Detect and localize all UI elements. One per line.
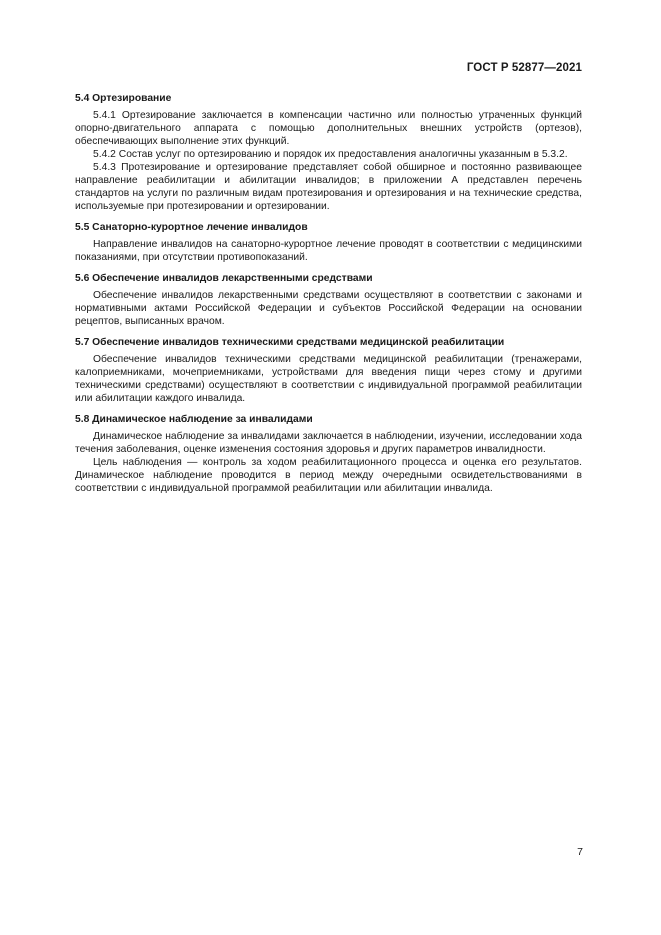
section-heading: 5.4 Ортезирование xyxy=(75,93,172,104)
paragraph: Динамическое наблюдение за инвалидами заключается в наблюдении, изучении, исследовании хода течения заболевания, оценке изменения состояния здоровья и других параметров инвалидности. xyxy=(75,431,582,455)
paragraph: Цель наблюдения — контроль за ходом реабилитационного процесса и оценка его результатов. Динамическое наблюдение проводится в период между очередными освидетельствованиями в соответствии с индивидуальной программой реабилитации или абилитации инвалида. xyxy=(75,457,582,494)
section-heading: 5.6 Обеспечение инвалидов лекарственными средствами xyxy=(75,273,373,284)
page-number: 7 xyxy=(577,846,583,858)
section-5-6 xyxy=(75,272,582,328)
section-5-8 xyxy=(75,413,582,495)
paragraph: 5.4.2 Состав услуг по ортезированию и порядок их предоставления аналогичны указанным в 5.3.2. xyxy=(93,149,568,160)
section-heading: 5.8 Динамическое наблюдение за инвалидами xyxy=(75,414,313,425)
section-heading: 5.7 Обеспечение инвалидов техническими средствами медицинской реабилитации xyxy=(75,337,505,348)
section-heading: 5.5 Санаторно-курортное лечение инвалидов xyxy=(75,222,308,233)
paragraph: Обеспечение инвалидов техническими средствами медицинской реабилитации (тренажерами, калоприемниками, мочеприемниками, устройствами для введения пищи через стому и другими техническими средствами) осуществляют в соответствии с индивидуальной программой реабилитации или абилитации каждого инвалида. xyxy=(75,354,582,404)
section-5-7 xyxy=(75,336,582,405)
paragraph: Направление инвалидов на санаторно-курортное лечение проводят в соответствии с медицинскими показаниями, при отсутствии противопоказаний. xyxy=(75,239,582,263)
document-id-header: ГОСТ Р 52877—2021 xyxy=(466,62,582,74)
section-5-4 xyxy=(75,92,582,213)
paragraph: Обеспечение инвалидов лекарственными средствами осуществляют в соответствии с законами и нормативными актами Российской Федерации и субъектов Российской Федерации на основании рецептов, выписанных врачом. xyxy=(75,290,582,327)
section-5-5 xyxy=(75,221,582,264)
paragraph: 5.4.3 Протезирование и ортезирование представляет собой обширное и постоянно развивающее направление реабилитации и абилитации инвалидов; в приложении А представлен перечень стандартов на услуги по различным видам протезирования и ортезирования и на технические средства, используемые при протезировании и ортезировании. xyxy=(75,162,582,212)
paragraph: 5.4.1 Ортезирование заключается в компенсации частично или полностью утраченных функций опорно-двигательного аппарата с помощью дополнительных внешних устройств (ортезов), обеспечивающих выполнение этих функций. xyxy=(75,110,582,147)
document-body xyxy=(75,92,582,503)
